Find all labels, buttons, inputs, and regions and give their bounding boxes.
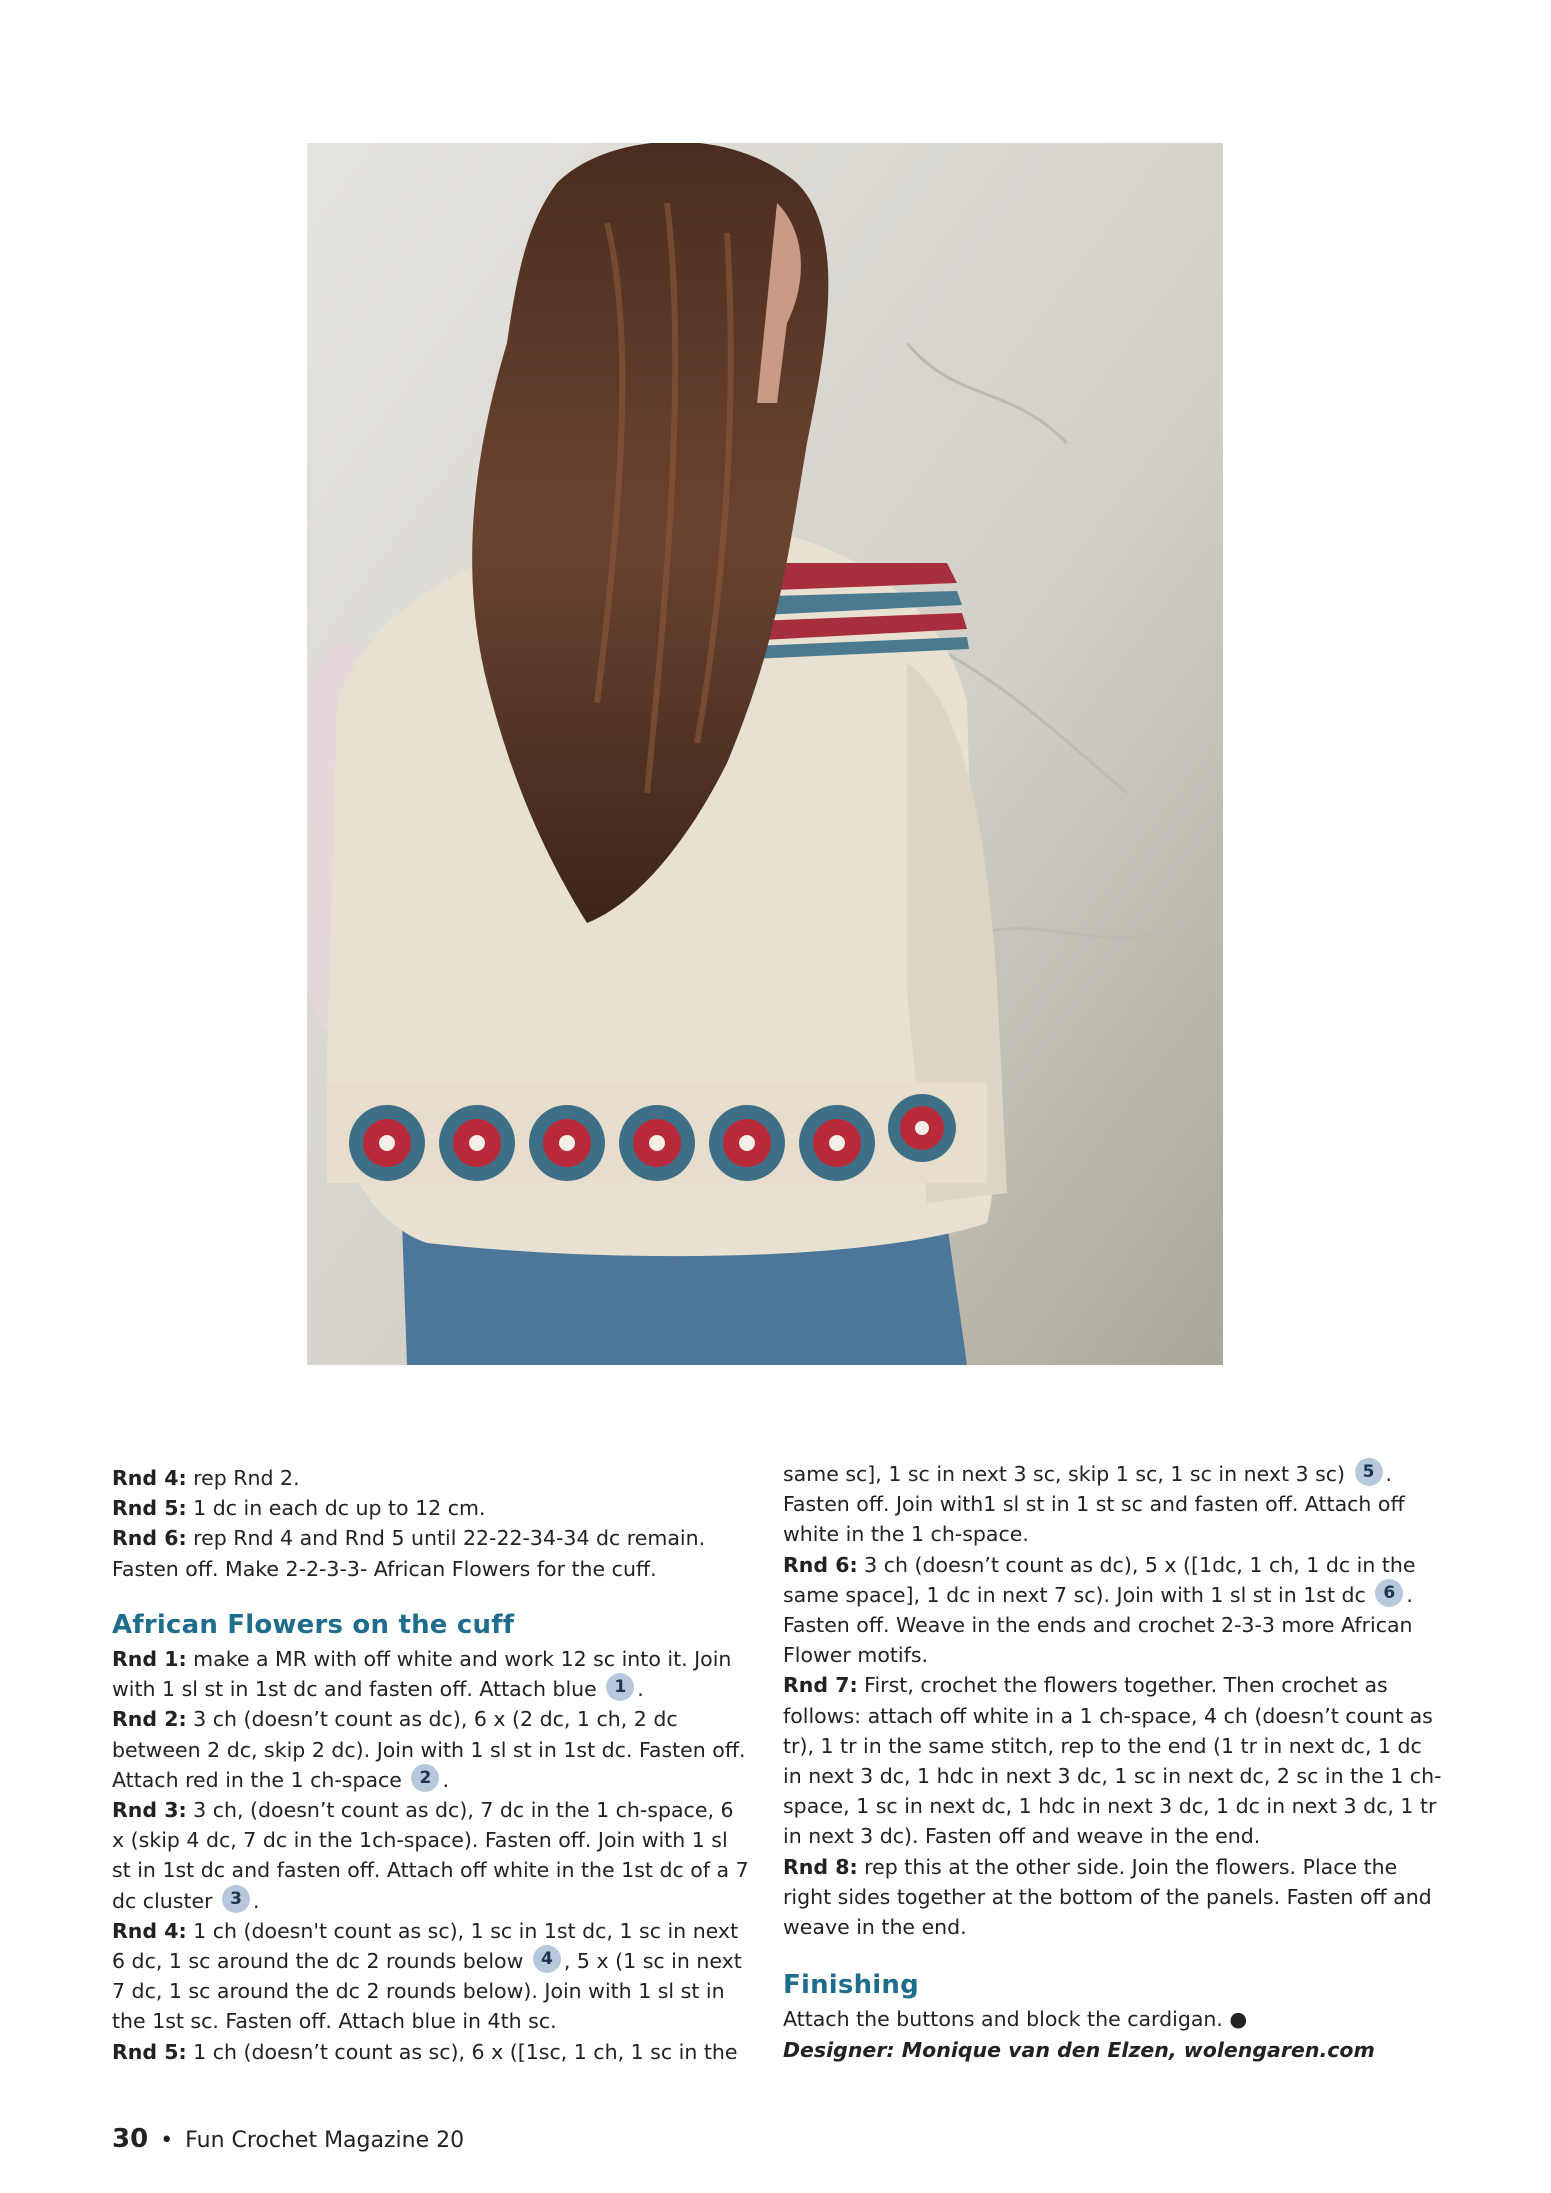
label: Rnd 6: bbox=[112, 1526, 187, 1551]
text-end: . Fasten off. Weave in the ends and crochet 2-3-3 more African Flower motifs. bbox=[783, 1582, 1413, 1668]
photo-illustration bbox=[307, 143, 1223, 1365]
text: rep Rnd 4 and Rnd 5 until 22-22-34-34 dc remain. Fasten off. Make 2-2-3-3- African Flowers for the cuff. bbox=[112, 1526, 706, 1581]
step-badge: 3 bbox=[222, 1885, 250, 1913]
section-heading-african-flowers: African Flowers on the cuff bbox=[112, 1609, 515, 1640]
text: 1 dc in each dc up to 12 cm. bbox=[186, 1496, 486, 1521]
cardigan-photo bbox=[307, 143, 1223, 1365]
label: Rnd 1: bbox=[112, 1647, 187, 1672]
magazine-title: Fun Crochet Magazine 20 bbox=[185, 2128, 465, 2153]
label: Rnd 3: bbox=[112, 1798, 187, 1823]
instruction-rnd2 bbox=[112, 1704, 752, 1795]
instruction-rnd5 bbox=[112, 2037, 752, 2067]
text: 1 ch (doesn't count as sc), 1 sc in 1st dc, 1 sc in next 6 dc, 1 sc around the dc 2 rounds below bbox=[112, 1918, 739, 1974]
label: Rnd 4: bbox=[112, 1918, 187, 1943]
text-end: . bbox=[442, 1767, 449, 1792]
label: Rnd 5: bbox=[112, 2039, 187, 2064]
label: Rnd 8: bbox=[783, 1854, 858, 1879]
instruction-rnd5-intro bbox=[112, 1493, 752, 1523]
text-end: . bbox=[253, 1888, 260, 1913]
label: Rnd 5: bbox=[112, 1496, 187, 1521]
instruction-rnd3 bbox=[112, 1795, 752, 1916]
label: Rnd 2: bbox=[112, 1707, 187, 1732]
step-badge: 5 bbox=[1355, 1458, 1383, 1486]
text: 3 ch (doesn’t count as dc), 6 x (2 dc, 1 ch, 2 dc between 2 dc, skip 2 dc). Join with 1 sl st in 1st dc. Fasten off. Attach red in the 1 ch-space bbox=[112, 1707, 746, 1792]
instruction-rnd4-intro bbox=[112, 1463, 752, 1493]
instruction-rnd7 bbox=[783, 1670, 1443, 1851]
page-number: 30 bbox=[112, 2124, 149, 2154]
text: 3 ch (doesn’t count as dc), 5 x ([1dc, 1 ch, 1 dc in the same space], 1 dc in next 7 sc). Join with 1 sl st in 1st dc bbox=[783, 1552, 1416, 1607]
text-end: . bbox=[637, 1677, 644, 1702]
text: Attach the buttons and block the cardigan. bbox=[783, 2007, 1230, 2032]
label: Rnd 6: bbox=[783, 1552, 858, 1577]
text: same sc], 1 sc in next 3 sc, skip 1 sc, 1 sc in next 3 sc) bbox=[783, 1462, 1352, 1486]
step-badge: 6 bbox=[1375, 1579, 1403, 1607]
label: Rnd 7: bbox=[783, 1673, 858, 1698]
right-column bbox=[783, 1459, 1443, 2065]
left-column bbox=[112, 1463, 752, 2067]
text: First, crochet the flowers together. Then crochet as follows: attach off white in a 1 ch-space, 4 ch (doesn’t count as tr), 1 tr in the same stitch, rep to the end (1 tr in next dc, 1 dc in next 3 dc, 1 hdc in next 3 dc, 1 sc in next dc, 2 sc in the 1 ch-space, 1 sc in next dc, 1 hdc in next 3 dc, 1 dc in next 3 dc, 1 tr in next 3 dc). Fasten off and weave in the end. bbox=[783, 1673, 1442, 1849]
instruction-rnd6-intro bbox=[112, 1523, 752, 1583]
step-badge: 4 bbox=[533, 1945, 561, 1973]
section-heading-finishing: Finishing bbox=[783, 1970, 919, 2001]
text-end: , 5 x (1 sc in next 7 dc, 1 sc around the dc 2 rounds below). Join with 1 sl st in the 1st sc. Fasten off. Attach blue in 4th sc. bbox=[112, 1949, 742, 2034]
instruction-rnd5-continued bbox=[783, 1459, 1443, 1550]
instruction-rnd8 bbox=[783, 1852, 1443, 1943]
step-badge: 2 bbox=[411, 1764, 439, 1792]
bullet-icon: ● bbox=[1229, 2007, 1248, 2032]
instruction-rnd6 bbox=[783, 1550, 1443, 1671]
step-badge: 1 bbox=[606, 1673, 634, 1701]
text: 1 ch (doesn’t count as sc), 6 x ([1sc, 1 ch, 1 sc in the bbox=[186, 2039, 738, 2064]
text: rep Rnd 2. bbox=[186, 1466, 300, 1490]
page-footer bbox=[112, 2124, 464, 2154]
label: Rnd 4: bbox=[112, 1466, 187, 1490]
instruction-rnd4 bbox=[112, 1916, 752, 2037]
instruction-rnd1 bbox=[112, 1644, 752, 1704]
text-end: . Fasten off. Join with1 sl st in 1 st sc and fasten off. Attach off white in the 1 ch-space. bbox=[783, 1462, 1405, 1547]
text: 3 ch, (doesn’t count as dc), 7 dc in the 1 ch-space, 6 x (skip 4 dc, 7 dc in the 1ch-space). Fasten off. Join with 1 sl st in 1st dc and fasten off. Attach off white in the 1st dc of a 7 dc cluster bbox=[112, 1798, 749, 1913]
finishing-text bbox=[783, 2004, 1443, 2034]
text: rep this at the other side. Join the flowers. Place the right sides together at the bottom of the panels. Fasten off and weave in the end. bbox=[783, 1854, 1432, 1940]
separator: • bbox=[160, 2128, 174, 2153]
text: make a MR with off white and work 12 sc into it. Join with 1 sl st in 1st dc and fasten off. Attach blue bbox=[112, 1647, 732, 1702]
designer-credit: Designer: Monique van den Elzen, wolengaren.com bbox=[783, 2037, 1375, 2062]
